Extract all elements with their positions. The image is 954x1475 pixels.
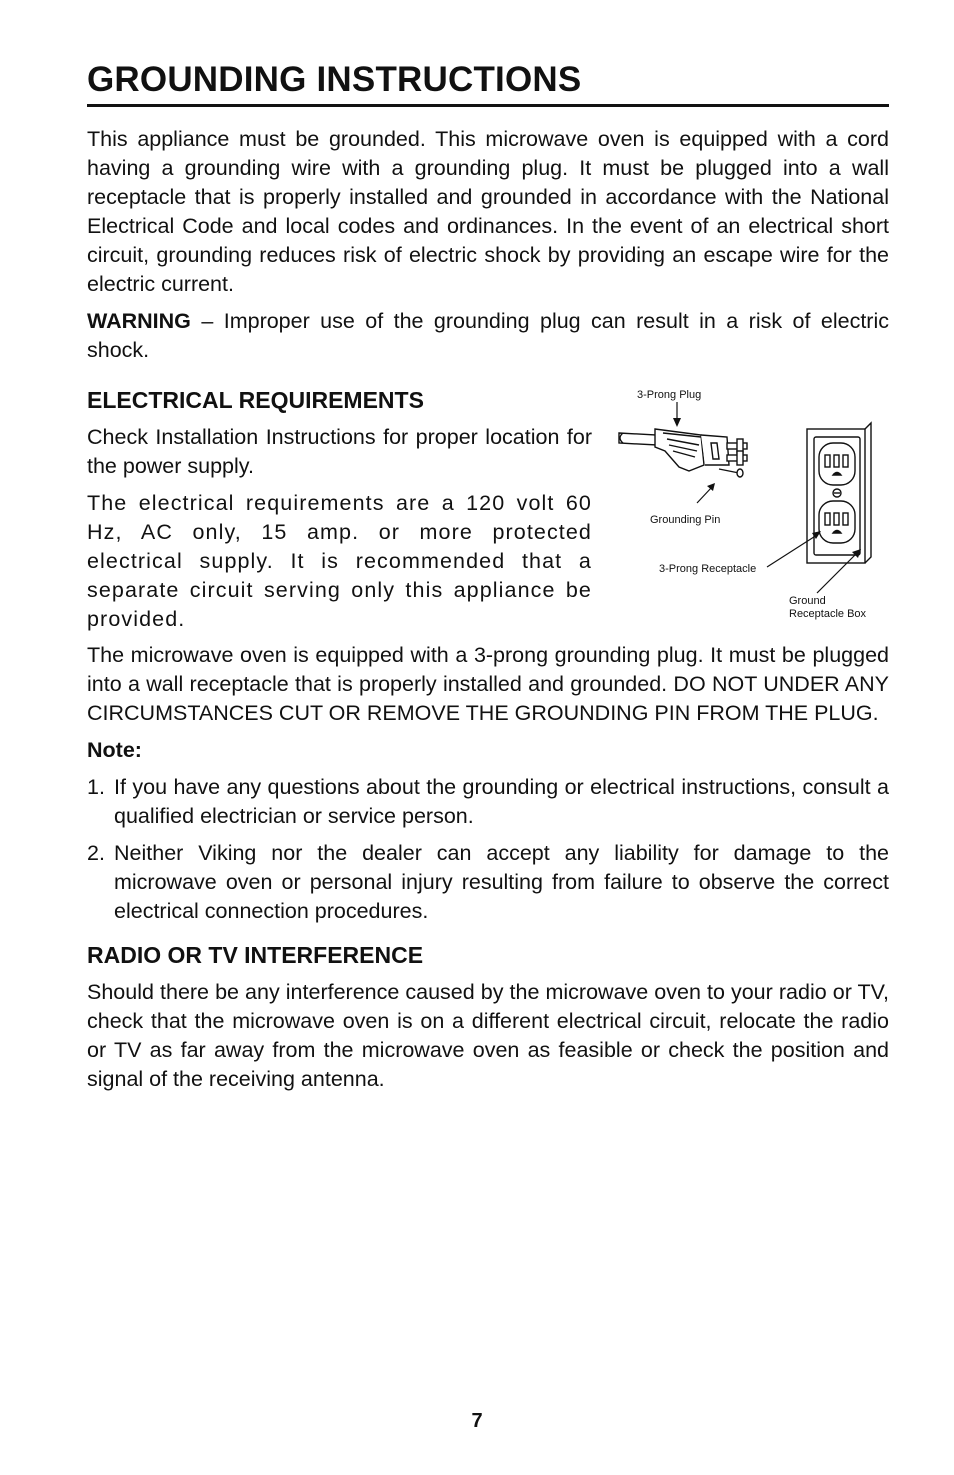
plug-icon [619, 429, 747, 477]
note-list [87, 773, 889, 926]
diagram-svg [609, 385, 899, 623]
intro-paragraph: This appliance must be grounded. This microwave oven is equipped with a cord having a grounding wire with a grounding plug. It must be plugged into a wall receptacle that is properly installed and grounded in accordance with the National Electrical Code and local codes and ordinances. In the event of an electrical short circuit, grounding reduces risk of electric shock by providing an escape wire for the electric current. [87, 127, 889, 296]
electrical-text-column [87, 385, 592, 634]
box-label-line2: Receptacle Box [789, 608, 867, 620]
list-item-text: If you have any questions about the grounding or electrical instructions, consult a qualified electrician or service person. [114, 775, 889, 828]
page-content [87, 58, 889, 1094]
list-item [87, 839, 889, 926]
electrical-heading: ELECTRICAL REQUIREMENTS [87, 387, 424, 413]
radio-paragraph: Should there be any interference caused by the microwave oven to your radio or TV, check that the microwave oven is on a different electrical circuit, relocate the radio or TV as far away from the microwave oven as feasible or check the position and signal of the receiving antenna. [87, 980, 889, 1091]
grounding-pin-arrow-icon [697, 483, 715, 503]
radio-heading: RADIO OR TV INTERFERENCE [87, 942, 424, 968]
electrical-para-1: Check Installation Instructions for proper location for the power supply. [87, 425, 592, 478]
list-item-number: 1. [87, 775, 105, 799]
plug-arrow-icon [673, 402, 681, 427]
warning-text: – Improper use of the grounding plug can result in a risk of electric shock. [87, 309, 889, 362]
electrical-section [87, 385, 889, 635]
plug-label: 3-Prong Plug [637, 389, 702, 401]
page-title: GROUNDING INSTRUCTIONS [87, 58, 889, 107]
list-item-number: 2. [87, 841, 105, 865]
plug-receptacle-diagram [609, 385, 899, 623]
list-item [87, 773, 889, 831]
page-number: 7 [471, 1410, 483, 1432]
electrical-para-2: The electrical requirements are a 120 volt 60 Hz, AC only, 15 amp. or more protected electrical supply. It is recommended that a separate circuit serving only this appliance be provided. [87, 491, 592, 631]
note-heading: Note: [87, 738, 142, 762]
warning-paragraph [87, 307, 889, 365]
grounding-pin-label: Grounding Pin [650, 514, 721, 526]
receptacle-label: 3-Prong Receptacle [659, 563, 757, 575]
electrical-para-3: The microwave oven is equipped with a 3-prong grounding plug. It must be plugged into a wall receptacle that is properly installed and grounded. DO NOT UNDER ANY CIRCUMSTANCES CUT OR REMOVE THE GROUNDING PIN FROM THE PLUG. [87, 643, 889, 725]
box-label-line1: Ground [789, 595, 826, 607]
warning-label: WARNING [87, 309, 191, 333]
receptacle-box-icon [807, 423, 871, 563]
list-item-text: Neither Viking nor the dealer can accept any liability for damage to the microwave oven or personal injury resulting from failure to observe the correct electrical connection procedures. [114, 841, 889, 923]
